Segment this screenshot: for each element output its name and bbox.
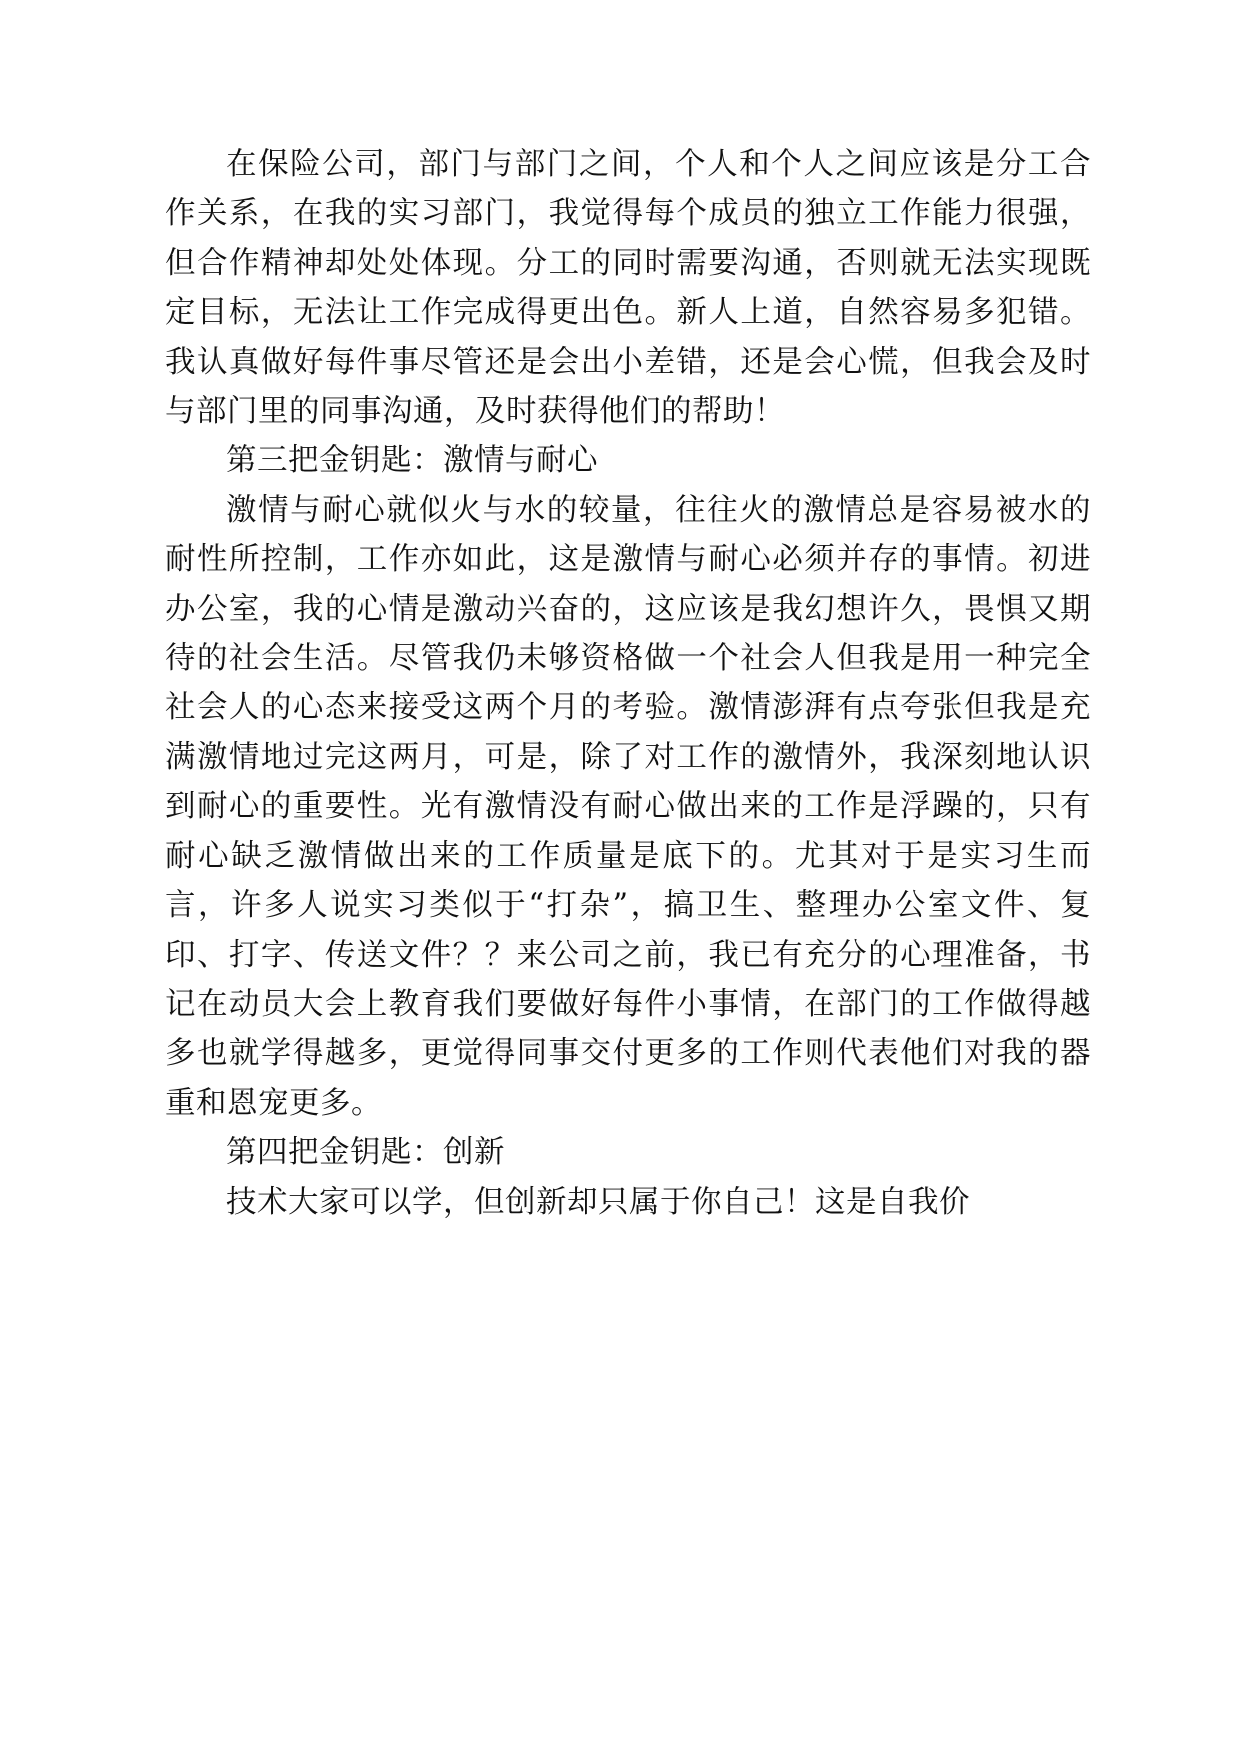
paragraph-3: 激情与耐心就似火与水的较量，往往火的激情总是容易被水的耐性所控制，工作亦如此，这是激情与耐心必须并存的事情。初进办公室，我的心情是激动兴奋的，这应该是我幻想许久，畏惧又期待的社会生活。尽管我仍未够资格做一个社会人但我是用一种完全社会人的心态来接受这两个月的考验。激情澎湃有点夸张但我是充满激情地过完这两月，可是，除了对工作的激情外，我深刻地认识到耐心的重要性。光有激情没有耐心做出来的工作是浮躁的，只有耐心缺乏激情做出来的工作质量是底下的。尤其对于是实习生而言，许多人说实习类似于“打杂”，搞卫生、整理办公室文件、复印、打字、传送文件？？来公司之前，我已有充分的心理准备，书记在动员大会上教育我们要做好每件小事情，在部门的工作做得越多也就学得越多，更觉得同事交付更多的工作则代表他们对我的器重和恩宠更多。 <box>165 492 1091 1121</box>
paragraph-2-heading: 第三把金钥匙：激情与耐心 <box>226 443 598 479</box>
paragraph-5: 技术大家可以学，但创新却只属于你自己！这是自我价 <box>226 1184 970 1220</box>
document-body <box>165 140 1091 1227</box>
paragraph-1: 在保险公司，部门与部门之间，个人和个人之间应该是分工合作关系，在我的实习部门，我觉得每个成员的独立工作能力很强，但合作精神却处处体现。分工的同时需要沟通，否则就无法实现既定目标，无法让工作完成得更出色。新人上道，自然容易多犯错。我认真做好每件事尽管还是会出小差错，还是会心慌，但我会及时与部门里的同事沟通，及时获得他们的帮助！ <box>165 147 1091 430</box>
paragraph-4-heading: 第四把金钥匙：创新 <box>226 1135 505 1171</box>
